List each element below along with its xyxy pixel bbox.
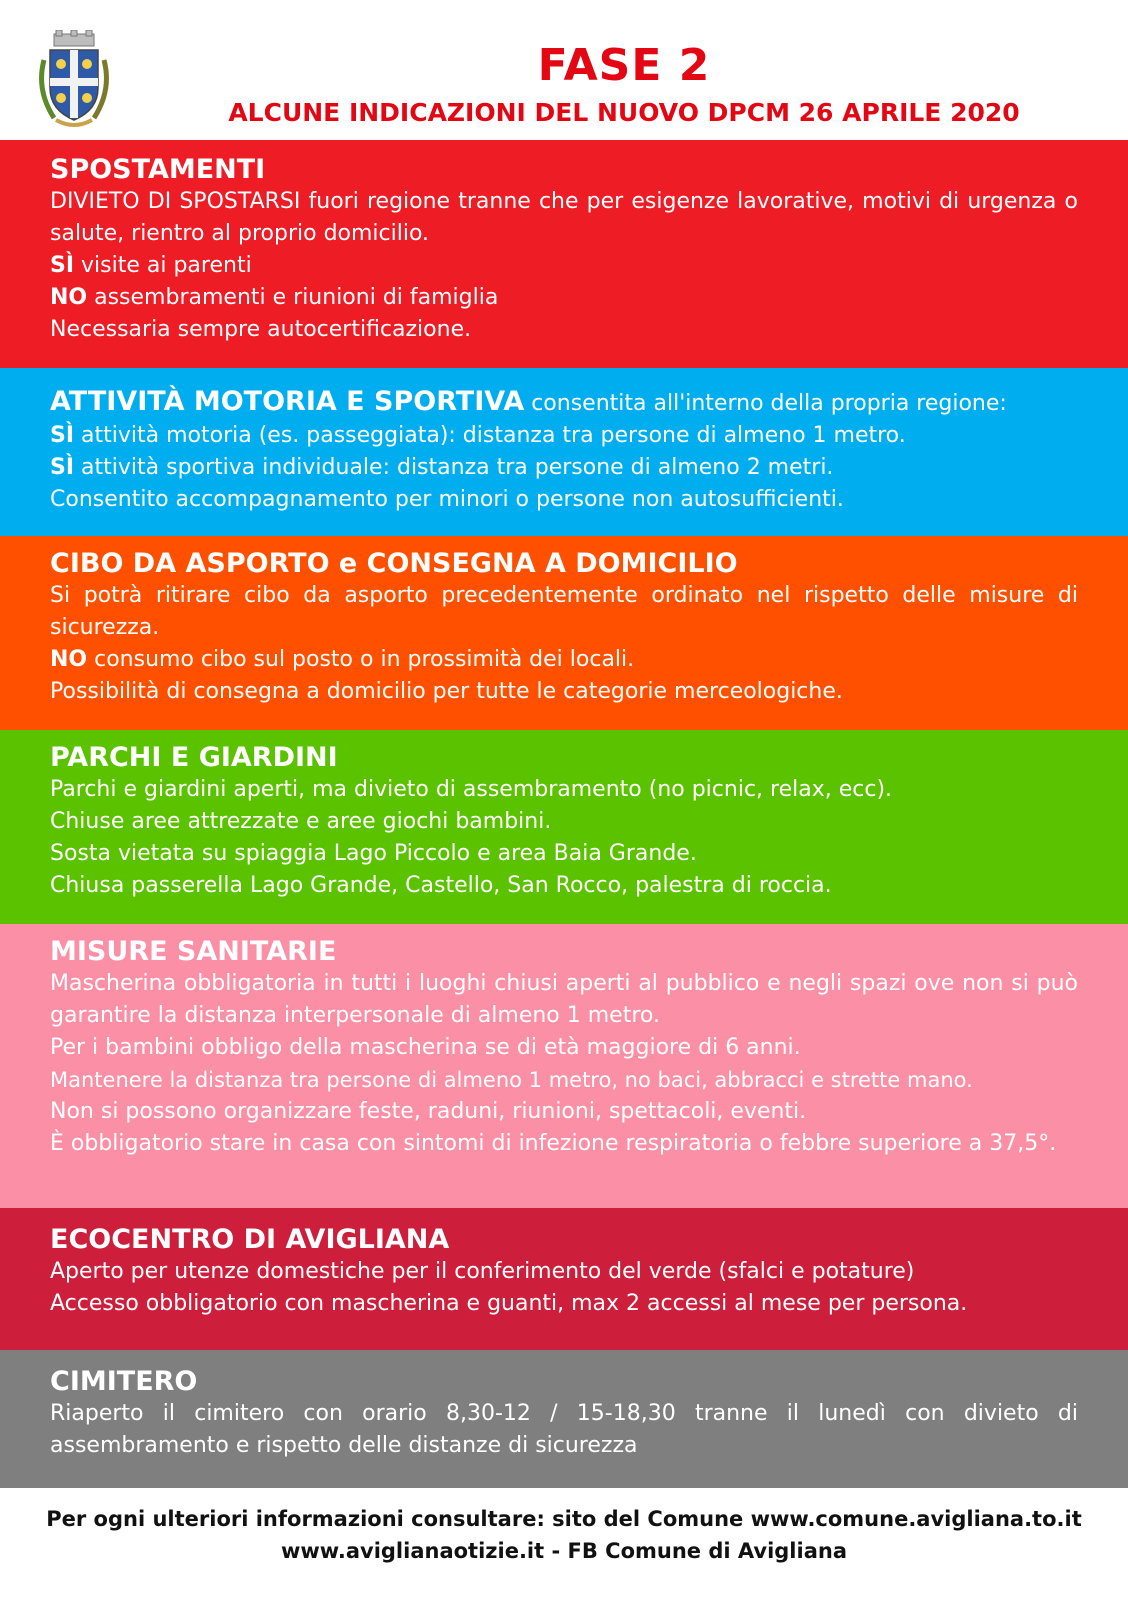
section-text: Chiusa passerella Lago Grande, Castello, San Rocco, palestra di roccia. [50,873,832,898]
section-text-row [50,250,1078,282]
section-text: Chiuse aree attrezzate e aree giochi bambini. [50,809,552,834]
section-text-row [50,420,1078,452]
section-text: Non si possono organizzare feste, raduni, riunioni, spettacoli, eventi. [50,1099,807,1124]
section-text: Mascherina obbligatoria in tutti i luoghi chiusi aperti al pubblico e negli spazi ove non si può garantire la distanza interpersonale di almeno 1 metro. [50,971,1078,1028]
section-ecocentro [0,1208,1128,1350]
footer-info-line: Per ogni ulteriori informazioni consultare: sito del Comune www.comune.avigliana.to.it [46,1507,1082,1531]
poster-footer [0,1488,1128,1600]
section-parchi-giardini [0,730,1128,924]
section-misure-sanitarie [0,924,1128,1208]
no-label: NO [50,285,88,310]
section-text: Consentito accompagnamento per minori o persone non autosufficienti. [50,487,844,512]
section-attivita-motoria [0,368,1128,536]
section-heading-rest: consentita all'interno della propria regione: [524,391,1007,416]
section-text: DIVIETO DI SPOSTARSI fuori regione tranne che per esigenze lavorative, motivi di urgenza o salute, rientro al proprio domicilio. [50,189,1078,246]
section-text-row [50,452,1078,484]
section-text: attività sportiva individuale: distanza tra persone di almeno 2 metri. [74,455,834,480]
section-text: È obbligatorio stare in casa con sintomi di infezione respiratoria o febbre superiore a 37,5°. [50,1131,1057,1156]
section-text: assembramenti e riunioni di famiglia [87,285,499,310]
section-cibo-asporto [0,536,1128,730]
section-text: Riaperto il cimitero con orario 8,30-12 / 15-18,30 tranne il lunedì con divieto di assembramento e rispetto delle distanze di sicurezza [50,1401,1078,1458]
section-text-row [50,282,1078,314]
section-heading: ECOCENTRO DI AVIGLIANA [50,1224,450,1255]
footer-links-line: www.aviglianaotizie.it - FB Comune di Avigliana [281,1539,847,1563]
section-text: consumo cibo sul posto o in prossimità dei locali. [87,647,635,672]
section-text: Per i bambini obbligo della mascherina se di età maggiore di 6 anni. [50,1035,801,1060]
section-text: Accesso obbligatorio con mascherina e guanti, max 2 accessi al mese per persona. [50,1291,968,1316]
section-heading: PARCHI E GIARDINI [50,742,338,773]
section-heading: MISURE SANITARIE [50,936,337,967]
section-text: attività motoria (es. passeggiata): distanza tra persone di almeno 1 metro. [74,423,906,448]
municipal-coat-of-arms-icon [34,30,114,132]
section-text: visite ai parenti [74,253,252,278]
yes-label: SÌ [50,253,75,278]
poster-header [0,0,1128,140]
section-text: Parchi e giardini aperti, ma divieto di assembramento (no picnic, relax, ecc). [50,777,893,802]
no-label: NO [50,647,88,672]
section-cimitero [0,1350,1128,1488]
section-heading: CIBO DA ASPORTO e CONSEGNA A DOMICILIO [50,548,738,579]
section-heading: ATTIVITÀ MOTORIA E SPORTIVA [50,386,525,417]
section-text: Possibilità di consegna a domicilio per tutte le categorie merceologiche. [50,679,843,704]
section-spostamenti [0,140,1128,368]
section-heading-row [50,386,1078,420]
section-text: Mantenere la distanza tra persone di almeno 1 metro, no baci, abbracci e strette mano. [50,1068,973,1092]
poster-title: FASE 2 [537,40,711,91]
section-text: Sosta vietata su spiaggia Lago Piccolo e area Baia Grande. [50,841,697,866]
section-text: Aperto per utenze domestiche per il conferimento del verde (sfalci e potature) [50,1259,915,1284]
section-heading: SPOSTAMENTI [50,154,266,185]
section-text-row [50,644,1078,676]
yes-label: SÌ [50,423,75,448]
poster-subtitle: ALCUNE INDICAZIONI DEL NUOVO DPCM 26 APRILE 2020 [228,98,1020,127]
yes-label: SÌ [50,455,75,480]
section-text: Si potrà ritirare cibo da asporto precedentemente ordinato nel rispetto delle misure di sicurezza. [50,583,1078,640]
section-text: Necessaria sempre autocertificazione. [50,317,472,342]
section-heading: CIMITERO [50,1366,198,1397]
